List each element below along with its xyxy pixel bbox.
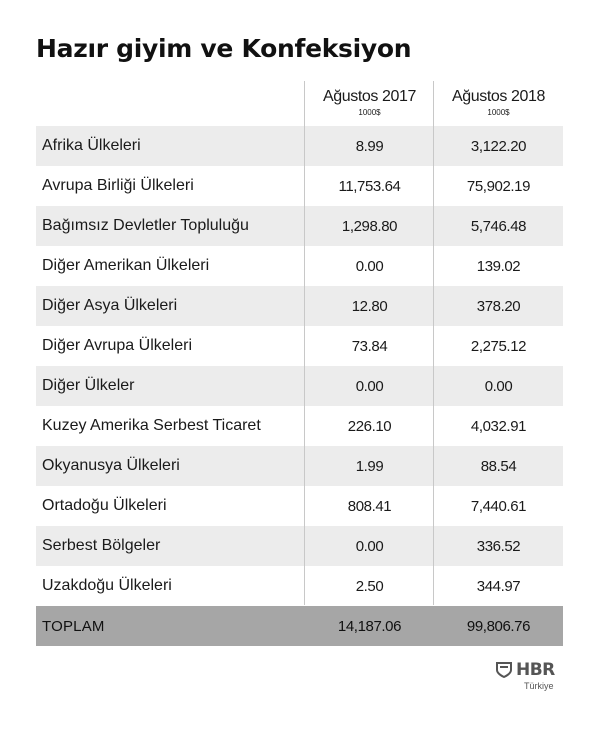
row-value-2017: 226.10 — [347, 417, 392, 435]
row-value-2017: 2.50 — [355, 577, 384, 595]
row-label: Okyanusya Ülkeleri — [42, 457, 180, 474]
row-label: Diğer Avrupa Ülkeleri — [42, 337, 192, 354]
header-cell-2017 — [305, 81, 434, 126]
table-row — [36, 166, 563, 206]
row-label: Diğer Amerikan Ülkeleri — [42, 257, 210, 274]
row-value-2018: 7,440.61 — [470, 497, 527, 515]
row-label: Kuzey Amerika Serbest Ticaret — [42, 417, 261, 434]
table-row — [36, 246, 563, 286]
total-label: TOPLAM — [42, 617, 105, 635]
table-row — [36, 566, 563, 606]
logo-brand: HBR — [516, 660, 555, 680]
row-value-2017: 11,753.64 — [338, 177, 401, 195]
data-table — [36, 81, 563, 646]
row-value-2017: 1,298.80 — [341, 217, 398, 235]
row-value-2017: 0.00 — [355, 537, 384, 555]
row-value-2018: 0.00 — [484, 377, 513, 395]
table-row — [36, 326, 563, 366]
row-value-2018: 75,902.19 — [466, 177, 531, 195]
header-year: Ağustos 2018 — [451, 88, 546, 105]
table-row — [36, 206, 563, 246]
page-title: Hazır giyim ve Konfeksiyon — [36, 34, 412, 63]
row-label: Afrika Ülkeleri — [42, 137, 141, 154]
row-value-2017: 0.00 — [355, 377, 384, 395]
row-value-2018: 378.20 — [476, 297, 521, 315]
row-value-2018: 5,746.48 — [470, 217, 527, 235]
table-row — [36, 486, 563, 526]
header-cell-2018 — [434, 81, 563, 126]
row-value-2017: 8.99 — [355, 137, 384, 155]
total-row — [36, 606, 563, 646]
table-row — [36, 446, 563, 486]
row-value-2018: 336.52 — [476, 537, 521, 555]
table-row — [36, 126, 563, 166]
hbr-logo — [496, 660, 566, 696]
table-row — [36, 526, 563, 566]
row-value-2018: 344.97 — [476, 577, 521, 595]
shield-icon — [496, 662, 512, 678]
row-label: Ortadoğu Ülkeleri — [42, 497, 167, 514]
row-label: Serbest Bölgeler — [42, 537, 161, 554]
table-row — [36, 286, 563, 326]
table-body — [36, 126, 563, 606]
column-divider — [433, 81, 434, 605]
row-value-2018: 2,275.12 — [470, 337, 527, 355]
logo-subtitle: Türkiye — [524, 681, 554, 691]
total-value-2018: 99,806.76 — [466, 617, 531, 635]
row-value-2018: 4,032.91 — [470, 417, 527, 435]
header-unit: 1000$ — [487, 108, 510, 117]
header-unit: 1000$ — [358, 108, 381, 117]
row-value-2018: 139.02 — [476, 257, 521, 275]
row-value-2018: 3,122.20 — [470, 137, 527, 155]
row-value-2017: 12.80 — [351, 297, 388, 315]
row-label: Avrupa Birliği Ülkeleri — [42, 177, 194, 194]
row-label: Uzakdoğu Ülkeleri — [42, 577, 172, 594]
header-year: Ağustos 2017 — [322, 88, 417, 105]
row-value-2017: 73.84 — [351, 337, 388, 355]
table-header — [36, 81, 563, 126]
total-value-2017: 14,187.06 — [337, 617, 402, 635]
row-label: Bağımsız Devletler Topluluğu — [42, 217, 249, 234]
table-row — [36, 366, 563, 406]
row-value-2017: 808.41 — [347, 497, 392, 515]
row-value-2017: 0.00 — [355, 257, 384, 275]
row-label: Diğer Asya Ülkeleri — [42, 297, 178, 314]
row-label: Diğer Ülkeler — [42, 377, 135, 394]
row-value-2018: 88.54 — [480, 457, 517, 475]
row-value-2017: 1.99 — [355, 457, 384, 475]
header-spacer — [36, 81, 305, 126]
column-divider — [304, 81, 305, 605]
table-row — [36, 406, 563, 446]
